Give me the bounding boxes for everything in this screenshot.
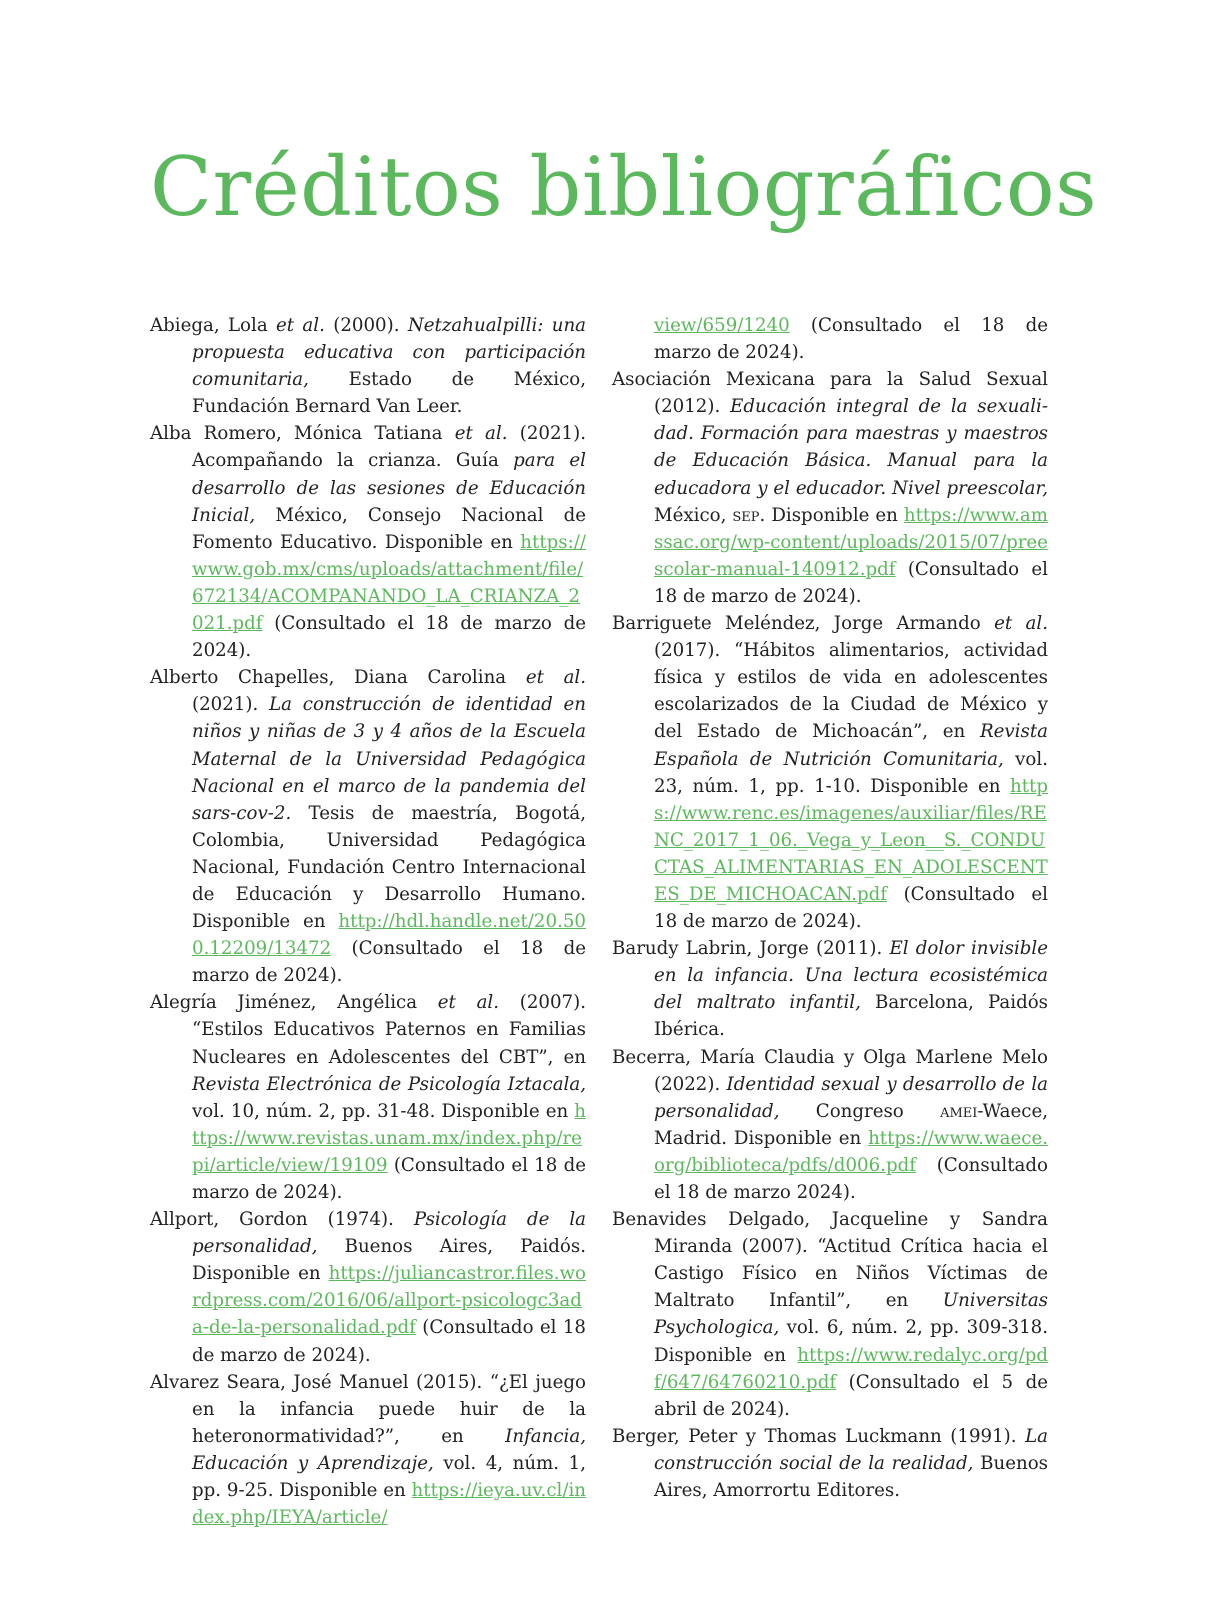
reference-link[interactable]: https://www.renc.es/imagenes/auxiliar/files/RENC_2017_1_06._Vega_y_Leon__S._CONDUCTAS_ALIMENTARIAS_EN_ADOLESCENTES_DE_MICHOACAN.pdf [654, 775, 1048, 905]
reference-text: (2007). “Estilos Educativos Paternos en Familias Nucleares en Adolescentes del CBT”, en [192, 992, 586, 1068]
reference-text: -Waece, Madrid. Disponible en [654, 1100, 1048, 1149]
reference-link[interactable]: https://www.gob.mx/cms/uploads/attachment/file/672134/ACOMPANANDO_LA_CRIANZA_2021.pdf [192, 531, 586, 635]
reference-title: et al. [994, 613, 1048, 635]
reference-text: (Consultado el 18 de marzo de 2024). [192, 938, 586, 987]
reference-link[interactable]: https://www.waece.org/biblioteca/pdfs/d006.pdf [654, 1127, 1048, 1176]
bibliography-entry [150, 1206, 586, 1369]
reference-link[interactable]: https://www.revistas.unam.mx/index.php/repi/article/view/19109 [192, 1100, 586, 1176]
reference-title: Netzahualpilli: una propuesta educativa con participación comunitaria, [192, 315, 587, 391]
reference-text: vol. 23, núm. 1, pp. 1-10. Disponible en [654, 748, 1048, 797]
bibliography-entry [150, 664, 586, 989]
reference-link[interactable]: http://hdl.handle.net/20.500.12209/13472 [192, 911, 586, 960]
reference-link[interactable]: https://juliancastror.files.wordpress.com/2016/06/allport-psicologc3ada-de-la-personalidad.pdf [192, 1263, 586, 1339]
reference-title: Identidad sexual y desarrollo de la personalidad, [654, 1073, 1048, 1122]
reference-title: et al. [276, 315, 325, 336]
reference-text: Barcelona, Paidós Ibérica. [654, 992, 1048, 1041]
bibliography-entry [150, 312, 586, 420]
bibliography-entry [150, 1369, 586, 1532]
reference-text: Tesis de maestría, Bogotá, Colombia, Universidad Pedagógica Nacional, Fundación Centro Internacional de Educación y Desarrollo Humano. Disponible en [192, 802, 586, 933]
reference-title: Revista Electrónica de Psicología Iztacala, [192, 1073, 586, 1095]
reference-text: (Consultado el 18 de marzo de 2024). [192, 1317, 586, 1366]
reference-link[interactable]: https://www.redalyc.org/pdf/647/64760210.pdf [654, 1344, 1048, 1393]
bibliography-entry [612, 1206, 1048, 1423]
reference-text: (Consultado el 18 de marzo de 2024). [654, 883, 1048, 933]
reference-text: (2021). [192, 694, 270, 716]
bibliography-entry [612, 610, 1048, 935]
reference-title: et al. [454, 423, 508, 445]
reference-text: (Consultado el 18 de marzo 2024). [654, 1154, 1048, 1203]
reference-text: Asociación Mexicana para la Salud Sexual (2012). [612, 369, 1048, 418]
reference-text: vol. 10, núm. 2, pp. 31-48. Disponible en [192, 1100, 575, 1122]
reference-title: para el desarrollo de las sesiones de Educación Inicial, [192, 450, 586, 526]
bibliography-column-left [150, 312, 586, 1531]
reference-text: (2000). [324, 315, 408, 336]
reference-link[interactable]: https://www.amssac.org/wp-content/uploads/2015/07/preescolar-manual-140912.pdf [654, 504, 1048, 580]
reference-title: et al. [437, 992, 500, 1014]
reference-title: Universitas Psychologica, [654, 1290, 1048, 1339]
acronym: amei [940, 1100, 978, 1122]
reference-title: El dolor invisible en la infancia. Una lectura ecosistémica del maltrato infantil, [654, 938, 1048, 1014]
page-title: Créditos bibliográficos [150, 141, 1098, 235]
reference-text: Barriguete Meléndez, Jorge Armando [612, 613, 995, 635]
reference-title: Infancia, Educación y Aprendizaje, [192, 1425, 586, 1474]
reference-text: (2021). Acompañando la crianza. Guía [192, 423, 587, 472]
reference-text: (Consultado el 18 de marzo de 2024). [654, 558, 1048, 607]
reference-text: Benavides Delgado, Jacqueline y Sandra Miranda (2007). “Actitud Crítica hacia el Castigo Físico en Niños Víctimas de Maltrato Infantil”, en [612, 1209, 1048, 1312]
reference-text: Estado de México, Fundación Bernard Van Leer. [192, 369, 586, 418]
bibliography-entry [612, 366, 1048, 610]
reference-text: . Disponible en [759, 504, 904, 526]
bibliography-entry [612, 935, 1048, 1043]
reference-text: Alba Romero, Mónica Tatiana [150, 423, 455, 445]
reference-text: (Consultado el 5 de abril de 2024). [654, 1371, 1048, 1420]
reference-link[interactable]: view/659/1240 [654, 315, 790, 336]
reference-text: México, [654, 504, 733, 526]
reference-text: Abiega, Lola [150, 315, 277, 336]
reference-text: Alegría Jiménez, Angélica [150, 992, 438, 1014]
bibliography-entry [612, 1044, 1048, 1207]
reference-text: (Consultado el 18 de marzo de 2024). [192, 613, 586, 662]
reference-text: (2017). “Hábitos alimentarios, actividad física y estilos de vida en adolescentes escolarizados de la Ciudad de México y del Estado de Michoacán”, en [654, 640, 1048, 743]
bibliography-entry [612, 1423, 1048, 1504]
reference-title: Revista Española de Nutrición Comunitaria, [654, 721, 1048, 770]
reference-title: et al. [525, 667, 587, 689]
reference-text: Becerra, María Claudia y Olga Marlene Melo (2022). [612, 1046, 1048, 1095]
bibliography-entry [150, 420, 586, 664]
acronym: sep [732, 504, 760, 526]
reference-text: Alberto Chapelles, Diana Carolina [150, 667, 526, 689]
reference-text: Barudy Labrin, Jorge (2011). [612, 938, 890, 960]
reference-title: La construcción de identidad en niños y niñas de 3 y 4 años de la Escuela Maternal de la Universidad Pedagógica Nacional en el marco de la pandemia del sars-cov-2. [192, 694, 586, 824]
reference-text: (Consultado el 18 de marzo de 2024). [192, 1154, 586, 1203]
reference-text: Allport, Gordon (1974). [150, 1209, 414, 1231]
reference-text: (Consultado el 18 de marzo de 2024). [654, 315, 1048, 364]
reference-text: Buenos Aires, Amorrortu Editores. [654, 1452, 1049, 1502]
reference-title: La construcción social de la realidad, [654, 1425, 1048, 1474]
bibliography-column-right [612, 312, 1048, 1504]
reference-link[interactable]: https://ieya.uv.cl/index.php/IEYA/article/ [192, 1480, 586, 1529]
reference-text: vol. 6, núm. 2, pp. 309-318. Disponible en [654, 1317, 1048, 1366]
reference-text: Congreso [779, 1100, 941, 1122]
reference-text: México, Consejo Nacional de Fomento Educativo. Disponible en [192, 504, 586, 553]
bibliography-entry [150, 989, 586, 1206]
bibliography-entry [612, 312, 1048, 366]
reference-text: Berger, Peter y Thomas Luckmann (1991). [612, 1425, 1026, 1447]
reference-text: Buenos Aires, Paidós. Disponible en [192, 1236, 586, 1285]
reference-text: vol. 4, núm. 1, pp. 9-25. Disponible en [192, 1452, 586, 1502]
reference-text: Alvarez Seara, José Manuel (2015). “¿El juego en la infancia puede huir de la heteronormatividad?”, en [150, 1371, 586, 1447]
reference-title: Psicología de la personalidad, [192, 1209, 586, 1258]
reference-title: Educación integral de la sexualidad. Formación para maestras y maestros de Educación Básica. Manual para la educadora y el educador. Nivel preescolar, [654, 396, 1048, 499]
